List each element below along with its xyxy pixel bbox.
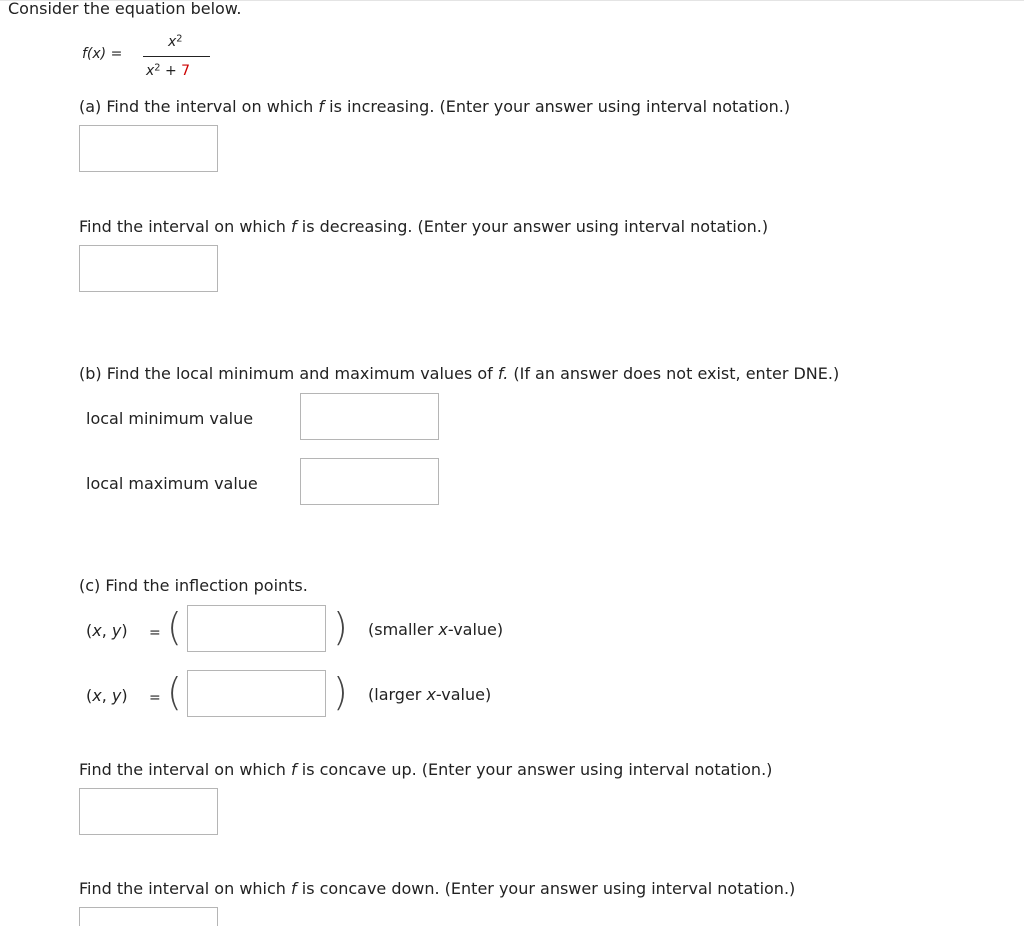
local-minimum-input[interactable] [300,393,439,440]
decreasing-interval-input[interactable] [79,245,218,292]
open-paren-larger: ( [167,670,182,714]
local-maximum-input[interactable] [300,458,439,505]
fraction-bar [143,56,210,57]
smaller-x-value-hint: (smaller x-value) [368,620,504,639]
point-label-smaller: (x, y) [86,621,128,640]
inflection-question: (c) Find the inflection points. [79,576,308,595]
inflection-point-larger-input[interactable] [187,670,326,717]
equation-denominator: $x^2 + 7$ [146,62,191,79]
decreasing-question: Find the interval on which f is decreasing. (Enter your answer using interval notation.) [79,217,769,236]
equals-sign-larger: = [149,690,161,706]
close-paren-smaller: ) [333,605,348,649]
equation-lhs: f(x) = [82,46,123,62]
increasing-question: (a) Find the interval on which f is increasing. (Enter your answer using interval notation.) [79,97,791,116]
increasing-interval-input[interactable] [79,125,218,172]
equation-numerator: $x^2$ [168,33,183,50]
local-extrema-question: (b) Find the local minimum and maximum values of f. (If an answer does not exist, enter DNE.) [79,364,840,383]
close-paren-larger: ) [333,670,348,714]
local-minimum-label: local minimum value [86,409,254,428]
larger-x-value-hint: (larger x-value) [368,685,492,704]
point-label-larger: (x, y) [86,686,128,705]
open-paren-smaller: ( [167,605,182,649]
concave-up-question: Find the interval on which f is concave up. (Enter your answer using interval notation.) [79,760,773,779]
concave-down-question: Find the interval on which f is concave down. (Enter your answer using interval notation.) [79,879,796,898]
local-maximum-label: local maximum value [86,474,258,493]
concave-down-interval-input[interactable] [79,907,218,926]
concave-up-interval-input[interactable] [79,788,218,835]
equals-sign-smaller: = [149,625,161,641]
inflection-point-smaller-input[interactable] [187,605,326,652]
prompt-text: Consider the equation below. [8,0,242,18]
